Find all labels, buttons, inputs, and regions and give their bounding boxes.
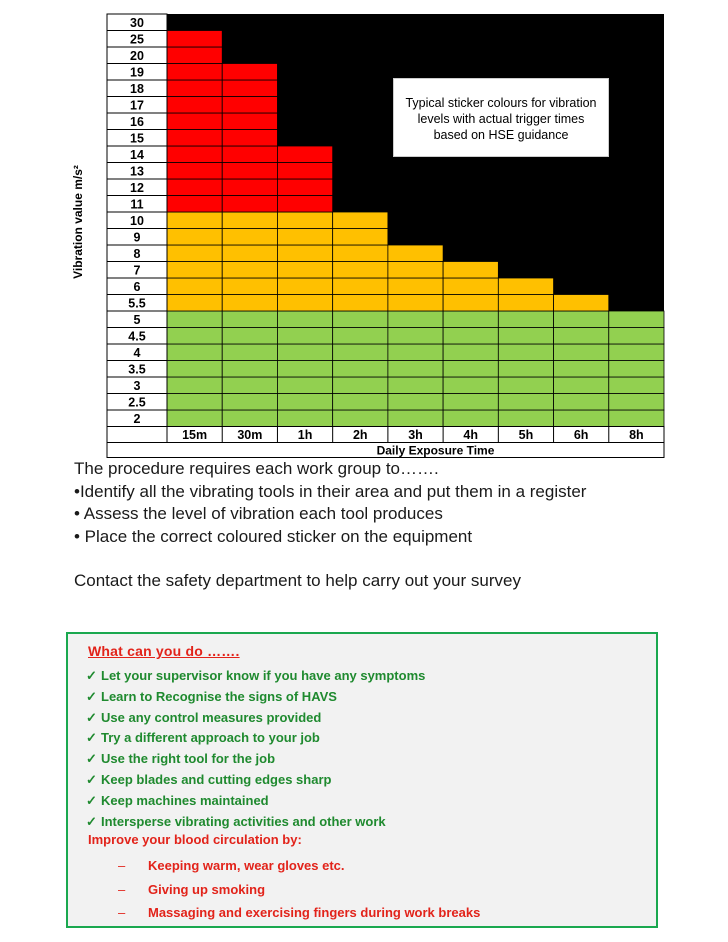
checkmark-icon: ✓ [86,771,97,787]
chart-svg [0,0,728,458]
chart-cell-15m-4 [167,344,222,361]
y-tick-label: 4.5 [128,329,146,344]
chart-cell-15m-13 [167,163,222,180]
chart-cell-30m-15 [222,130,277,147]
chart-cell-5h-2.5 [498,394,553,411]
chart-cell-5h-3 [498,377,553,394]
chart-cell-30m-4 [222,344,277,361]
y-tick-label: 8 [133,247,141,261]
chart-cell-3h-4.5 [388,328,443,345]
checkmark-icon: ✓ [86,813,97,829]
x-tick-label: 4h [463,428,479,442]
y-tick-label: 11 [130,197,144,212]
chart-cell-4h-2 [443,410,498,427]
chart-cell-3h-4 [388,344,443,361]
checkmark-icon: ✓ [86,709,97,725]
chart-cell-2h-3.5 [333,361,388,378]
chart-cell-30m-7 [222,262,277,279]
chart-cell-6h-5.5 [554,295,609,312]
chart-cell-8h-3.5 [609,361,664,378]
vibration-chart [0,0,728,458]
chart-cell-5h-4.5 [498,328,553,345]
advice-title: What can you do ……. [88,643,240,659]
chart-cell-1h-9 [277,229,332,246]
y-tick-label: 12 [130,181,144,195]
chart-cell-15m-4.5 [167,328,222,345]
chart-cell-5h-5 [498,311,553,328]
chart-cell-4h-3.5 [443,361,498,378]
y-tick-label: 15 [130,131,144,146]
chart-cell-4h-5.5 [443,295,498,312]
procedure-step: • Place the correct coloured sticker on the equipment [74,526,473,546]
y-tick-label: 2.5 [128,395,146,410]
chart-cell-8h-5 [609,311,664,328]
chart-cell-30m-10 [222,212,277,229]
y-tick-label: 5 [133,313,141,327]
dash-bullet: – [118,905,126,920]
chart-cell-5h-5.5 [498,295,553,312]
chart-cell-1h-2 [277,410,332,427]
advice-item-text: Learn to Recognise the signs of HAVS [101,688,337,704]
chart-cell-6h-4.5 [554,328,609,345]
advice-item [86,728,425,749]
chart-cell-6h-4 [554,344,609,361]
chart-cell-1h-14 [277,146,332,163]
advice-item [86,812,425,833]
chart-cell-15m-7 [167,262,222,279]
chart-cell-30m-9 [222,229,277,246]
improve-item [118,854,480,878]
contact-line: Contact the safety department to help carry out your survey [74,571,521,590]
chart-cell-15m-25 [167,31,222,48]
chart-cell-30m-8 [222,245,277,262]
chart-cell-4h-2.5 [443,394,498,411]
x-tick-label: 1h [297,428,313,442]
chart-cell-4h-6 [443,278,498,295]
chart-cell-3h-6 [388,278,443,295]
chart-cell-1h-7 [277,262,332,279]
chart-cell-30m-3.5 [222,361,277,378]
checkmark-icon: ✓ [86,668,97,683]
chart-cell-1h-12 [277,179,332,196]
chart-cell-3h-7 [388,262,443,279]
advice-item-text: Let your supervisor know if you have any symptoms [101,668,426,683]
chart-cell-1h-6 [277,278,332,295]
procedure-intro: The procedure requires each work group to……. [74,459,439,478]
improve-item-text: Massaging and exercising fingers during work breaks [148,905,481,920]
improve-item [118,878,480,902]
y-tick-label: 20 [130,49,144,63]
chart-cell-1h-11 [277,196,332,213]
legend-line: based on HSE guidance [433,128,569,142]
advice-item-text: Keep blades and cutting edges sharp [101,771,332,787]
chart-cell-15m-5 [167,311,222,328]
chart-cell-30m-12 [222,179,277,196]
chart-cell-4h-5 [443,311,498,328]
improve-heading: Improve your blood circulation by: [88,832,302,847]
chart-cell-2h-5 [333,311,388,328]
y-axis-label-container [50,14,106,429]
chart-cell-4h-3 [443,377,498,394]
advice-item [86,708,425,729]
chart-cell-8h-2 [609,410,664,427]
chart-cell-15m-12 [167,179,222,196]
chart-cell-3h-8 [388,245,443,262]
chart-cell-5h-3.5 [498,361,553,378]
chart-cell-15m-19 [167,64,222,81]
dash-bullet: – [118,858,126,873]
advice-item [86,770,425,791]
chart-cell-3h-3 [388,377,443,394]
y-tick-label: 3 [133,379,141,393]
chart-cell-30m-16 [222,113,277,130]
chart-cell-15m-5.5 [167,295,222,312]
advice-item-text: Try a different approach to your job [101,730,320,746]
checkmark-icon: ✓ [86,688,97,704]
advice-item-text: Use any control measures provided [101,709,322,725]
chart-cell-6h-3.5 [554,361,609,378]
chart-cell-15m-3 [167,377,222,394]
advice-box [66,632,658,928]
chart-cell-2h-10 [333,212,388,229]
chart-cell-5h-4 [498,344,553,361]
x-tick-label: 3h [408,428,423,442]
y-tick-label: 3.5 [128,362,146,377]
chart-cell-6h-5 [554,311,609,328]
x-tick-label: 2h [352,428,368,442]
advice-item [86,666,425,687]
chart-cell-2h-8 [333,245,388,262]
y-tick-label: 7 [133,263,141,278]
chart-cell-15m-16 [167,113,222,130]
chart-cell-15m-11 [167,196,222,213]
chart-cell-2h-4.5 [333,328,388,345]
chart-cell-15m-17 [167,97,222,114]
advice-item [86,791,425,812]
checkmark-icon: ✓ [86,751,97,767]
chart-cell-2h-2 [333,410,388,427]
chart-cell-1h-3.5 [277,361,332,378]
chart-cell-8h-4 [609,344,664,361]
chart-cell-3h-5 [388,311,443,328]
legend-line: levels with actual trigger times [417,112,585,126]
y-tick-label: 2 [133,412,141,426]
checkmark-icon: ✓ [86,792,97,808]
procedure-step: •Identify all the vibrating tools in their area and put them in a register [74,481,587,501]
chart-cell-30m-5 [222,311,277,328]
chart-cell-30m-2 [222,410,277,427]
chart-legend-box [393,78,609,157]
chart-cell-2h-9 [333,229,388,246]
chart-cell-1h-5 [277,311,332,328]
chart-cell-1h-10 [277,212,332,229]
y-tick-label: 25 [130,32,144,47]
chart-cell-1h-2.5 [277,394,332,411]
chart-cell-15m-8 [167,245,222,262]
chart-cell-30m-14 [222,146,277,163]
advice-item-text: Use the right tool for the job [101,751,276,767]
chart-cell-8h-2.5 [609,394,664,411]
improve-list [118,854,480,925]
y-tick-label: 4 [133,346,141,360]
chart-cell-1h-4.5 [277,328,332,345]
x-axis-label: Daily Exposure Time [376,443,495,458]
y-tick-label: 10 [130,214,144,228]
chart-cell-8h-3 [609,377,664,394]
chart-cell-6h-2.5 [554,394,609,411]
y-tick-label: 14 [130,148,144,162]
chart-cell-2h-2.5 [333,394,388,411]
procedure-step: • Assess the level of vibration each tool produces [74,504,443,523]
chart-cell-30m-3 [222,377,277,394]
chart-cell-15m-2 [167,410,222,427]
advice-item-text: Intersperse vibrating activities and other work [101,813,386,829]
chart-cell-15m-3.5 [167,361,222,378]
chart-cell-4h-4 [443,344,498,361]
chart-cell-4h-4.5 [443,328,498,345]
chart-cell-1h-3 [277,377,332,394]
chart-cell-15m-14 [167,146,222,163]
chart-cell-1h-8 [277,245,332,262]
chart-cell-3h-2 [388,410,443,427]
y-tick-label: 17 [130,98,144,113]
advice-item [86,749,425,770]
chart-cell-30m-5.5 [222,295,277,312]
y-tick-label: 9 [133,230,141,245]
chart-cell-30m-2.5 [222,394,277,411]
chart-cell-30m-19 [222,64,277,81]
y-tick-label: 19 [130,65,144,80]
y-tick-label: 5.5 [128,296,146,311]
chart-cell-1h-4 [277,344,332,361]
chart-cell-3h-5.5 [388,295,443,312]
chart-cell-3h-3.5 [388,361,443,378]
chart-cell-3h-2.5 [388,394,443,411]
improve-item-text: Keeping warm, wear gloves etc. [148,858,345,873]
chart-cell-2h-5.5 [333,295,388,312]
chart-cell-15m-10 [167,212,222,229]
advice-item-text: Keep machines maintained [101,792,269,808]
chart-cell-15m-18 [167,80,222,97]
x-tick-label: 5h [518,428,534,442]
chart-cell-6h-3 [554,377,609,394]
y-axis-label: Vibration value m/s² [71,164,85,279]
x-tick-label: 8h [629,428,644,442]
chart-cell-15m-20 [167,47,222,64]
chart-cell-4h-7 [443,262,498,279]
chart-cell-6h-2 [554,410,609,427]
y-tick-label: 30 [130,16,144,30]
chart-cell-30m-4.5 [222,328,277,345]
chart-cell-2h-6 [333,278,388,295]
x-tick-label: 15m [182,428,208,442]
chart-cell-30m-17 [222,97,277,114]
improve-item-text: Giving up smoking [148,881,266,897]
improve-item [118,901,480,925]
chart-cell-2h-3 [333,377,388,394]
chart-cell-30m-6 [222,278,277,295]
y-tick-label: 6 [133,280,141,294]
chart-cell-1h-13 [277,163,332,180]
chart-cell-5h-6 [498,278,553,295]
chart-cell-30m-11 [222,196,277,213]
chart-cell-1h-5.5 [277,295,332,312]
y-tick-label: 16 [130,115,144,129]
advice-list [86,666,425,832]
x-tick-label: 6h [573,428,589,442]
y-tick-label: 18 [130,82,144,96]
chart-cell-2h-4 [333,344,388,361]
procedure-text [74,458,714,593]
chart-cell-30m-18 [222,80,277,97]
y-tick-label: 13 [130,164,144,179]
chart-cell-30m-13 [222,163,277,180]
x-tick-label: 30m [237,428,263,442]
chart-cell-15m-2.5 [167,394,222,411]
chart-cell-15m-6 [167,278,222,295]
checkmark-icon: ✓ [86,730,97,746]
legend-line: Typical sticker colours for vibration [405,96,597,110]
chart-cell-2h-7 [333,262,388,279]
chart-cell-8h-4.5 [609,328,664,345]
chart-cell-15m-9 [167,229,222,246]
chart-cell-5h-2 [498,410,553,427]
dash-bullet: – [118,881,126,897]
advice-item [86,687,425,708]
chart-cell-15m-15 [167,130,222,147]
